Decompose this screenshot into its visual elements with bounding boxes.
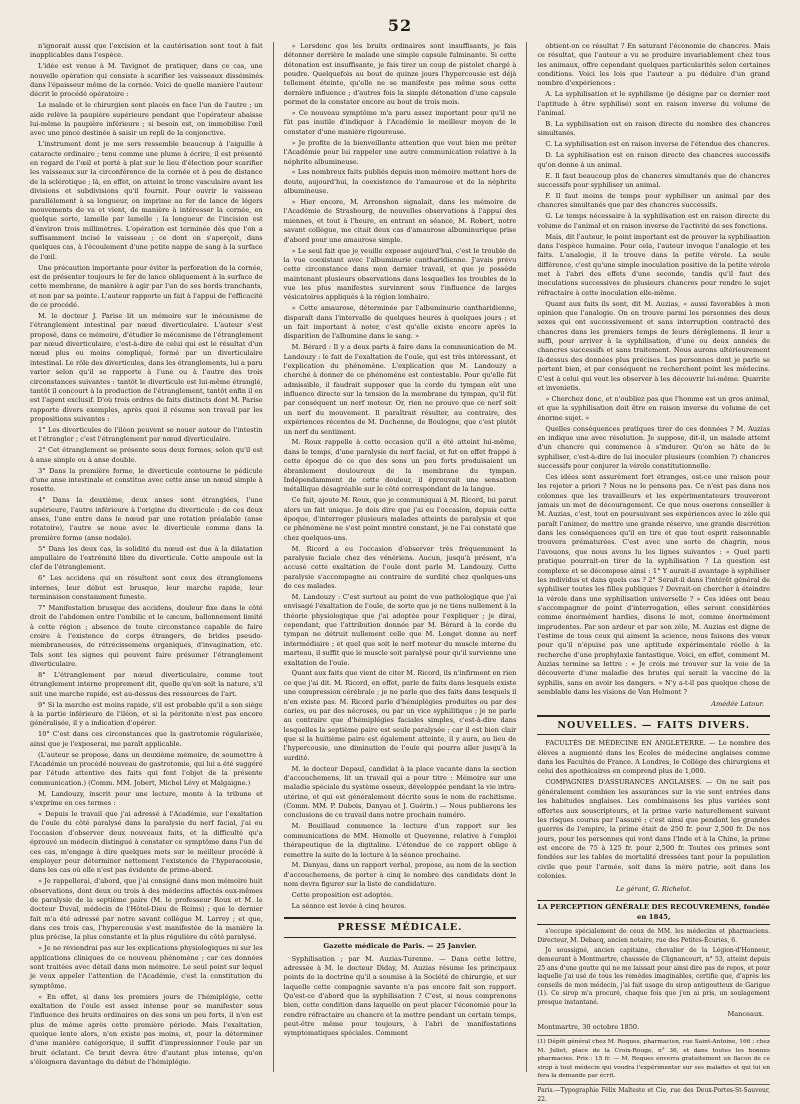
paragraph: M. Bouillaud commence la lecture d'un rapport sur les communications de MM. Homolle et Quevenne, relative à l'emploi thérapeutique de la digitaline. L'étendue de ce rapport oblige à remettre la suite de la lecture à la séance prochaine. (283, 822, 517, 859)
paragraph: Quant aux faits que vient de citer M. Ricord, ils n'infirment en rien ce que j'ai dit. M. Ricord, en effet, parle de faits dans lesquels existe une compression cérébrale ; je ne parle que des faits dans lesquels il n'en existe pas. M. Ricord parle d'hémiplégies produites ou par des caries, ou par des nécroses, ou par un vice syphilitique ; je ne parle au contraire que d'hémiplégies faciales simples, c'est-à-dire dans lesquelles la septième paire est seule paralysée ; car il est bien clair que si la huitième paire est également atteinte, il y aura, au lieu de l'hypercousie, une diminution de l'ouïe qui pourra aller jusqu'à la surdité. (283, 669, 517, 762)
paragraph: Quelles conséquences pratiques tirer de ces données ? M. Auzias en indique une avec résolution. Je suppose, dit-il, un malade atteint d'un chancre qui commence à s'indurer. Qu'on se hâte de le syphiliser, c'est-à-dire de lui inoculer plusieurs (combien ?) chancres successifs pour conjurer la vérole constitutionnelle. (537, 424, 771, 470)
paragraph: M. Ricord a eu l'occasion d'observer très fréquemment la paralysie faciale chez des vénériens. Aucun, jusqu'à présent, n'a accusé cette exaltation de l'ouïe dont parle M. Landouzy. Cette paralysie s'accompagne au contraire de surdité chez quelques-uns de ces malades. (283, 544, 517, 591)
press-source-title: Gazette médicale de Paris. — 25 Janvier. (323, 941, 477, 950)
advertisement-signature: Manceaux. (727, 1009, 765, 1018)
paragraph: 5° Dans les deux cas, la solidité du nœud est due à la dilatation ampullaire de l'extrémité libre du diverticule. Cette ampoule est la clef de l'étranglement. (30, 544, 263, 572)
paragraph: D. La syphilisation est en raison directe des chancres successifs qu'on donne à un animal. (537, 151, 771, 169)
paragraph: » Je rappellerai, d'abord, que j'ai consigné dans mon mémoire huit observations, dont deux ou trois à des médecins affectés eux-mêmes de paralysie de la septième paire (M. le professeur Roux et M. le docteur Duval, médecin de l'Hôtel-Dieu de Reims) ; que le dernier fait m'a été adressé par notre savant collègue M. Larrey ; et que, dans ces trois cas, l'hypercousie s'est manifestée de la manière la plus précise, la plus constante et la plus régulière du côté paralysé. (30, 877, 263, 942)
paragraph: M. Landouzy : C'est surtout au point de vue pathologique que j'ai envisagé l'exaltation de l'ouïe, de sorte que je ne tiens nullement à la théorie physiologique que j'ai adoptée pour l'expliquer ; je dirai, cependant, que l'attribution donnée par M. Bérard à la corde du tympan ne détruit nullement celle que M. Longet donne au nerf intermédiaire ; et quel que soit le nerf moteur du muscle interne du marteau, il suffit que le muscle soit paralysé pour qu'il survienne une exaltation de l'ouïe. (283, 593, 517, 667)
paragraph: B. La syphilisation est en raison directe du nombre des chancres simultanés. (537, 120, 771, 138)
paragraph: 3° Dans la première forme, le diverticule contourne le pédicule d'une anse intestinale et constitue avec cette anse un nœud simple à rosette. (30, 466, 263, 494)
press-articles (284, 955, 517, 1039)
middle-column-articles (284, 42, 517, 911)
paragraph: 4° Dans la deuxième, deux anses sont étranglées, l'une supérieure, l'autre inférieure à l'origine du diverticule : de ces deux anses, l'une entre dans le nœud par une rotation préalable (anse rotatoire), l'autre se noue avec le diverticule comme dans la première forme (anse nodale). (30, 496, 263, 542)
paragraph: C. La syphilisation est en raison inverse de l'étendue des chancres. (545, 140, 770, 149)
paragraph: M. le docteur J. Parise lit un mémoire sur le mécanisme de l'étranglement intestinal par nœud diverticulaire. L'auteur s'est proposé, dans ce mémoire, d'étudier le mécanisme de l'étranglement par nœud diverticulaire, c'est-à-dire de celui qui est le résultat d'un nœud plus ou moins compliqué, formé par un diverticulaire intestinal. Le rôle des diverticules, dans les étranglements, lui a paru varier selon qu'il se rapporte à l'une ou à l'autre des trois circonstances suivantes : tantôt le diverticule est lui-même étranglé, tantôt il concourt à la production de l'étranglement, tantôt enfin il en est l'agent exclusif. D'où trois ordres de faits distincts dont M. Parise rapporte divers exemples, après quoi il résume son travail par les propositions suivantes : (30, 312, 263, 423)
news-articles (537, 739, 770, 881)
paragraph: G. Le temps nécessaire à la syphilisation est en raison directe du volume de l'animal et en raison inverse de l'activité de ses fonctions. (537, 212, 771, 230)
paragraph: Mais, dit l'auteur, le point important est de prouver la syphilisation dans l'espèce humaine. Pour cela, l'auteur invoque l'analogie et les faits. L'analogie, il la trouve dans la petite vérole. La seule différence, c'est qu'une simple inoculation positive de la petite vérole met à l'abri des effets d'une seconde, tandis qu'il faut des inoculations successives de plusieurs chancres pour rendre le sujet réfractaire à cette inoculation elle-même. (537, 232, 771, 297)
middle-column (273, 42, 517, 1072)
paragraph: Cette proposition est adoptée. (291, 891, 393, 900)
article-signature: Amédée Latour. (711, 699, 765, 708)
paragraph: « Depuis le travail que j'ai adressé à l'Académie, sur l'exaltation de l'ouïe du côté paralysé dans la paralysie du nerf facial, j'ai eu l'occasion d'observer deux nouveaux faits, et la difficulté qu'a éprouvé un médecin distingué à constater ce symptôme dans l'un de ces cas, m'engage à dire quelques mots sur le meilleur procédé à employer pour déterminer nettement l'existence de l'hyperacousie, dans les cas où elle n'est pas évidente de prime-abord. (30, 810, 263, 875)
paragraph: » Hier encore, M. Arronshon signalait, dans les mémoire de l'Académie de Strasbourg, de nouvelles observations à l'appui des miennes, et tout à l'heure, en entrant en séance, M. Robert, notre savant collègue, me citait deux cas d'amaurose albuminurique prise d'abord pour une amaurose simple. (283, 198, 517, 244)
paragraph: FACULTÉS DE MÉDECINE EN ANGLETERRE. — Le nombre des élèves a augmenté dans les Écoles de médecine anglaises comme dans les Facultés de France. A Londres, le Collège des chirurgiens et celui des apothicaires en comprend plus de 1,000. (537, 739, 771, 776)
paragraph: L'instrument dont je me sers ressemble beaucoup à l'aiguille à cataracte ordinaire ; tenu comme une plume à écrire, il est présenté en regard de l'œil et porté à plat sur le lieu d'élection pour scarifier les vaisseaux sur la circonférence de la cornée et à peu de distance de la sclérotique ; là, en effet, on atteint le tronc vasculaire avant les divisions et subdivisions qu'il fournit. Pour ouvrir le vaisseau parallèlement à sa longueur, on imprime au fer de lance de légers mouvements de va et vient, de manière à intéresser la cornée, en quelque sorte, lamelle par lamelle ; la longueur de l'incision est d'environ trois millimètres. L'opération est terminée dès que l'on a suffisamment incisé le vaisseau ; ce dont on s'aperçoit, dans quelques cas, à l'écoulement d'une petite nappe de sang à la surface de l'œil. (30, 140, 263, 261)
paragraph: » Lorsdonc que les bruits ordinaires sont insuffisants, je fais détonner derrière le malade une simple capsule fulminante. Si cette détonation est insuffisante, je fais tirer un coup de pistolet chargé à poudre. Quelquefois au bout de quinze jours l'hypercousie est déjà tellement éteinte, qu'elle ne se manifeste pas même sous cette dernière influence ; d'autres fois la simple détonation d'une capsule permet de la constater encore au bout de trois mois. (283, 42, 517, 107)
paragraph: » Ce nouveau symptôme m'a paru assez important pour qu'il ne fût pas inutile d'indiquer à l'Académie le meilleur moyen de le constater d'une manière rigoureuse. (283, 109, 517, 136)
gerant-line: Le gérant, G. Richelot. (615, 885, 692, 894)
right-column-articles (537, 42, 770, 698)
paragraph: » Je ne reviendrai pas sur les explications physiologiques ni sur les applications cliniques de ce nouveau phénomène ; car ces données sont traitées avec détail dans mon mémoire. Le seul point sur lequel je veux appeler l'attention de l'Académie, c'est la constitution du symptôme. (30, 944, 263, 990)
paragraph: E. Il faut beaucoup plus de chancres simultanés que de chancres successifs pour syphiliser un animal. (537, 171, 771, 189)
advertisement-text (537, 928, 770, 1007)
paragraph: Ces idées sont assurément fort étranges, est-ce une raison pour les rejeter a priori ? Nous ne le pensons pas. Ce n'est pas dans nos colonnes que les travailleurs et les expérimentateurs trouveront jamais un mot de découragement. Ce que nous oserons conseiller à M. Auzias, c'est, tout en poursuivant ses expériences avec le zèle qui paraît l'animer, de mettre une grande réserve, une grande discrétion dans les conséquences qu'il en tire et que tout esprit raisonnable trouvera prématurées. C'est avec une sorte de chagrin, nous l'avouons, que nous avons lu les lignes suivantes : « Quel parti pratique pourrait-on tirer de la syphilisation ? La question est complexe et se décompose ainsi : 1° Y aurait-il avantage à syphiliser les individus et dans quels cas ? 2° Serait-il dans l'intérêt général de syphiliser toutes les filles publiques ? Devrait-on chercher à éteindre la vérole dans une syphilisation universelle ? » Ces idées ont beau s'accompagner de point d'interrogation, elles seront considérées comme énormément hardies, disons le mot, comme énormément imprudentes. Par son ardeur et par son zèle, M. Auzias est digne de l'estime de tous ceux qui aiment la science, nous faisons des vœux pour qu'il n'épuise pas une aptitude expérimentale réelle à la recherche d'une prophylaxie fantastique. Voici, en effet, comment M. Auzias termine sa lettre : « Je crois me trouver sur la voie de la découverte d'une maladie des brutes qui serait la vaccine de la syphilis, sans en avoir les dangers. » N'y a-t-il pas quelque chose de semblable dans les visions de Van Helmont ? (537, 472, 771, 697)
paragraph: M. Landouzy, inscrit pour une lecture, monte à la tribune et s'exprime en ces termes : (30, 789, 263, 808)
paragraph: » Le seul fait que je veuille exposer aujourd'hui, c'est le trouble de la vue coexistant avec l'albuminurie cantharidienne. J'avais prévu cette circonstance dans mon dernier travail, et que je possède maintenant plusieurs observations dans lesquelles les troubles de la vue les plus manifestes survinrent sous l'influence de larges vésicatoires appliqués à la région lombaire. (283, 246, 517, 302)
paragraph: La séance est levée à cinq heures. (291, 902, 407, 911)
printer-line: Paris.—Typographie Félix Malteste et Cie, rue des Deux-Portes-St-Sauveur, 22. (537, 1084, 770, 1104)
paragraph: » Cette amaurose, déterminée par l'albuminurie cantharidienne, disparaît dans l'intervalle de quelques heures à quelques jours ; et un fait important à noter, c'est qu'elle existe encore après la disparition de l'albumine dans le sang. » (283, 304, 517, 341)
paragraph: M. Danyau, dans un rapport verbal, propose, au nom de la section d'accouchemens, de porter à cinq le nombre des candidats dont le nom devra figurer sur la liste de candidature. (283, 861, 517, 889)
paragraph: Syphilisation ; par M. Auzias-Turenne. — Dans cette lettre, adressée à M. le docteur Diday, M. Auzias résume les principaux points de la doctrine qu'il a soumise à la Société de chirurgie, et sur laquelle cette compagnie savante n'a pas encore fait son rapport. Qu'est-ce d'abord que la syphilisation ? C'est, si nous comprenons bien, cette condition dans laquelle on peut placer l'économie pour la rendre réfractaire au chancre et la mettre pendant un certain temps, peut-être même pour toujours, à l'abri de manifestations symptomatiques spéciales. Comment (283, 954, 517, 1038)
paragraph: » Je profite de la bienveillante attention que veut bien me prêter l'Académie pour lui rappeler une autre communication relative à la néphrite albumineuse. (283, 138, 517, 166)
paragraph: 10° C'est dans ces circonstances que la gastrotomie régularisée, ainsi que je l'exposerai, me paraît applicable. (30, 730, 263, 748)
advertisement-title: LA PERCEPTION GÉNÉRALE DES RECOUVREMENS, fondée en 1845, (537, 900, 770, 926)
paragraph: 8° L'étranglement par nœud diverticulaire, comme tout étranglement interne proprement dit, quelle qu'en soit la nature, s'il suit une marche rapide, est au-dessus des ressources de l'art. (30, 671, 263, 698)
paragraph: 2° Cet étranglement se présente sous deux formes, selon qu'il est à anse simple ou à anse double. (30, 446, 263, 464)
paragraph: COMPAGNIES D'ASSURANCES ANGLAISES. — On ne sait pas généralement combien les assurances sur la vie sont entrées dans les habitudes anglaises. Les combinaisons les plus variées sont offertes aux souscripteurs, et la prime varie naturellement suivant les risques courus par l'assuré ; c'est ainsi que pendant les grandes guerres de l'empire, la prime était de 250 fr. pour 2,500 fr. De nos jours, pour les personnes qui vont dans l'Inde et à la Chine, la prime est encore de 75 à 125 fr. pour 2,500 fr. Toutes ces primes sont fondées sur les tables de mortalité dressées tant pour la population civile que pour l'armée, soit dans la mère patrie, soit dans les colonies. (537, 778, 771, 881)
footnote: (1) Dépôt général chez M. Roques, pharmacien, rue Saint-Antoine, 166 ; chez M. Juliet, place de la Croix-Rouge, n° 36, et dans toutes les bonnes pharmacies. Prix : 15 fr. — M. Roques enverra gratuitement un flacon de ce sirop à tout médecin qui voudra l'expérimenter sur ses malades et qui lui en fera la demande par écrit. (537, 1035, 770, 1080)
paragraph: Je soussigné, ancien capitaine, chevalier de la Légion-d'Honneur, demeurant à Montmartre, chaussée de Clignancourt, n° 53, atteint depuis 25 ans d'une goutte qui ne me laissait pour ainsi dire pas de repos, et pour laquelle j'ai usé de tous les remèdes imaginables, certifie que, d'après les conseils de mon médecin, j'ai fait usage du sirop antigoutteux de Garigue (1). Ce sirop m'a procuré, chaque fois que j'en ai pris, un soulagement presque instantané. (537, 947, 771, 1007)
paragraph: « Les nombreux faits publiés depuis mon mémoire mettent hors de doute, aujourd'hui, la coexistence de l'amaurose et de la néphrite albumineuse. (283, 168, 517, 196)
paragraph: » Cherchez donc, et n'oubliez pas que l'homme est un gros animal, et que la syphilisation doit être en raison inverse du volume de cet énorme sujet. » (537, 394, 771, 422)
page-columns (30, 42, 771, 1103)
paragraph: obtient-on ce résultat ? En saturant l'économie de chancres. Mais ce résultat, que l'auteur a vu se produire invariablement chez tous les animaux, offre cependant quelques particularités selon certaines conditions. Voici les lois que l'auteur a pu déduire d'un grand nombre d'expériences : (537, 42, 771, 88)
paragraph: 1° Les diverticules de l'iléon peuvent se nouer autour de l'intestin et l'étrangler ; c'est l'étranglement par nœud diverticulaire. (30, 425, 263, 444)
left-column (30, 42, 263, 1072)
paragraph: F. Il faut moins de temps pour syphiliser un animal par des chancres simultanés que par des chancres successifs. (537, 191, 771, 210)
paragraph: Quant aux faits ils sont, dit M. Auzias, « aussi favorables à mon opinion que l'analogie. On en trouve parmi les personnes des deux sexes qui ont successivement et sans interruption contracté des chancres dans les premiers temps de leurs dérèglemens. Il leur a suffi, pour arriver à la syphilisation, d'une ou deux années de chancres successifs et sans traitement. Nous aurons ultérieurement là-dessus des données plus précises. Les personnes dont je parle se portent bien, et par conséquent ne recherchent point les médecins. C'est à celui qui veut les observer à les découvrir lui-même. Quærite et invenietis. (537, 299, 771, 392)
advertisement-date: Montmartre, 30 octobre 1850. (537, 1023, 640, 1032)
paragraph: (L'auteur se propose, dans un deuxième mémoire, de soumettre à l'Académie un procédé nouveau de gastrotomie, qui lui a été suggéré par l'étude attentive des faits qui font l'objet de la présente communication.) (Comm. MM. Jobert, Michel Lévy et Malgaigne.) (30, 750, 263, 787)
paragraph: L'idée est venue à M. Tavignot de pratiquer, dans ce cas, une nouvelle opération qui consiste à scarifier les vaisseaux disséminés dans l'épaisseur même de la cornée. Voici de quelle manière l'auteur décrit le procédé opératoire : (30, 62, 263, 99)
paragraph: s'occupe spécialement de ceux de MM. les médecins et pharmaciens. Directeur, M. Debacq, ancien notaire, rue des Petites-Écuries, 6. (537, 928, 771, 944)
paragraph: 9° Si la marche est moins rapide, s'il est probable qu'il a son siège à la partie inférieure de l'iléon, et si la péritonite n'est pas encore généralisée, il y a indication d'opérer. (30, 700, 263, 728)
paragraph: 6° Les accidens qui en résultent sont ceux des étranglemens internes, leur début est brusque, leur marche rapide, leur terminaison constamment funeste. (30, 574, 263, 602)
page-number: 52 (387, 16, 413, 35)
right-column (526, 42, 771, 1103)
paragraph: A. La syphilisation et le syphilisme (je désigne par ce dernier mot l'aptitude à être syphilisé) sont en raison inverse du volume de l'animal. (537, 90, 771, 118)
paragraph: n'ignorait aussi que l'excision et la cautérisation sont tout à fait inapplicables dans l'espèce. (30, 42, 263, 60)
paragraph: 7° Manifestation brusque des accidens, douleur fixe dans le côté droit de l'abdomen entre l'ombilic et le cæcum, ballonnement limité à cette région ; absence de toute circonstance capable de faire croire à l'existence de corps étrangers, de brides pseudo-membraneuses, de rétrécissemens organiques, d'invagination, etc. Tels sont les signes qui peuvent faire présumer l'étranglement diverticulaire. (30, 603, 263, 669)
paragraph: M. Roux rappelle à cette occasion qu'il a été atteint lui-même, dans le temps, d'une paralysie du nerf facial, et fut en effet frappé à cette époque de ce que des sons un peu forts produisaient un ébranlement douloureux de la membrane du tympan. Indépendamment de cette douleur, il éprouvait une sensation métallique désagréable sur le côté correspondant de la langue. (283, 438, 517, 494)
paragraph: Une précaution importante pour éviter la perforation de la cornée, est de présenter toujours le fer de lance obliquement à la surface de cette membrane, de manière à agir par l'un de ses bords tranchants, et non par sa pointe. L'auteur rapporte un fait à l'appui de l'efficacité de ce procédé. (30, 263, 263, 310)
paragraph: M. Bérard : Il y a deux parts à faire dans la communication de M. Landouzy : le fait de l'exaltation de l'ouïe, qui est très intéressant, et l'explication du phénomène. L'explication que M. Landouzy a cherché à donner de ce phénomène est contestable. Pour qu'elle fût admissible, il faudrait supposer que la corde du tympan eût une influence directe sur la tension de la membrane du tympan, qu'il fût par conséquent un nerf moteur. Or, rien ne prouve que ce nerf soit un nerf du mouvement. Il paraîtrait résulter, au contraire, des expériences récentes de M. Duchenne, de Boulogne, que c'est plutôt un nerf du sentiment. (283, 343, 517, 436)
paragraph: » En effet, si dans les premiers jours de l'hémiplégie, cette exaltation de l'ouïe est assez intense pour se manifester sous l'influence des bruits ordinaires on des sons un peu forts, il n'en est plus de même après cette première période. Mais l'exaltation, quoique lente alors, n'en existe pas moins, et, pour la déterminer d'une manière catégorique, il suffit d'impressionner l'ouïe par un bruit éclatant. Ce bruit devra être d'autant plus intense, qu'on s'éloignera davantage du début de l'hémiplégie. (30, 992, 263, 1067)
paragraph: M. le docteur Depaul, candidat à la place vacante dans la section d'accouchemens, lit un travail qui a pour titre : Mémoire sur une maladie spéciale du système osseux, développée pendant la vie intra-utérine, et qui est généralement décrite sous le nom de rachitisme. (Comm. MM. P. Dubois, Danyau et J. Guérin.) — Nous publierons les conclusions de ce travail dans notre prochain numéro. (283, 764, 517, 820)
press-section-title: PRESSE MÉDICALE. (284, 917, 517, 937)
news-section-title: NOUVELLES. — FAITS DIVERS. (537, 715, 770, 735)
paragraph: Le malade et le chirurgien sont placés en face l'un de l'autre ; un aide relève la paupière supérieure pendant que l'opérateur abaisse lui-même la paupière inférieure ; si besoin est, on immobilise l'œil avec une pince destinée à saisir un repli de la conjonctive. (30, 101, 263, 138)
paragraph: Ce fait, ajoute M. Roux, que je communiquai à M. Ricord, lui parut alors un fait unique. Je dois dire que j'ai eu l'occasion, depuis cette époque, d'interroger plusieurs malades atteints de paralysie et que ce phénomène ne s'est point montré constant, je ne l'ai constaté que chez quelques-uns. (283, 496, 517, 542)
